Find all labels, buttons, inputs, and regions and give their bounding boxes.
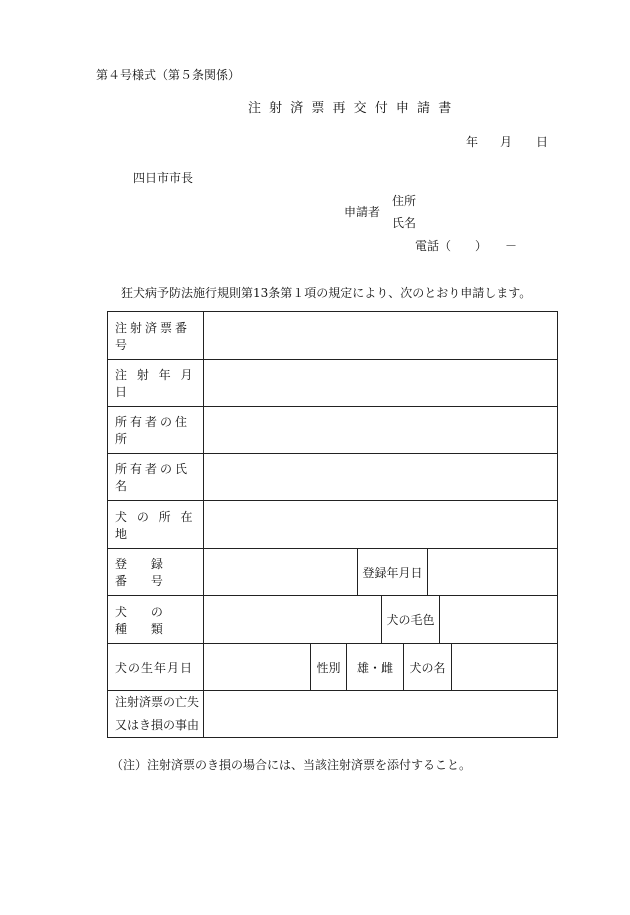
- registration-number-field[interactable]: [204, 549, 357, 595]
- sex-label: 性別: [316, 660, 341, 675]
- sex-options[interactable]: 雄・雌: [356, 660, 393, 675]
- dog-breed-label: 犬 の 種 類: [115, 604, 173, 636]
- table-row: [108, 454, 557, 501]
- dog-location-label: 犬 の 所 在 地: [115, 509, 196, 541]
- table-row: [108, 596, 557, 644]
- loss-reason-label-line1: 注射済票の亡失: [115, 695, 200, 709]
- loss-reason-field[interactable]: [204, 691, 557, 737]
- table-row: [108, 407, 557, 454]
- applicant-phone-label: 電話（ ） －: [415, 239, 518, 253]
- registration-number-label: 登 録 番 号: [115, 557, 173, 588]
- date-month: 月: [500, 135, 513, 149]
- coat-color-field[interactable]: [440, 596, 557, 643]
- table-row: [108, 644, 557, 691]
- applicant-label: 申請者: [344, 205, 381, 219]
- dog-birthdate-field[interactable]: [204, 644, 310, 690]
- application-table: [107, 311, 558, 738]
- dog-breed-field[interactable]: [204, 596, 381, 643]
- registration-date-field[interactable]: [428, 549, 557, 595]
- dog-location-field[interactable]: [204, 501, 557, 548]
- injection-date-label: 注 射 年 月 日: [115, 368, 196, 399]
- date-year: 年: [466, 135, 479, 149]
- page-title: 注 射 済 票 再 交 付 申 請 書: [248, 101, 454, 116]
- table-row: [108, 360, 557, 407]
- form-number: 第４号様式（第５条関係）: [96, 68, 241, 82]
- intro-text: 狂犬病予防法施行規則第13条第１項の規定により、次のとおり申請します。: [121, 286, 532, 300]
- addressee: 四日市市長: [133, 171, 194, 185]
- injection-tag-number-label: 注射済票番号: [115, 320, 191, 352]
- table-row: [108, 549, 557, 596]
- injection-date-field[interactable]: [204, 360, 557, 406]
- dog-name-field[interactable]: [452, 644, 557, 690]
- owner-name-field[interactable]: [204, 454, 557, 500]
- injection-tag-number-field[interactable]: [204, 312, 557, 359]
- owner-address-field[interactable]: [204, 407, 557, 453]
- registration-date-label: 登録年月日: [362, 565, 423, 580]
- coat-color-label: 犬の毛色: [386, 613, 435, 627]
- dog-name-label: 犬の名: [409, 660, 446, 675]
- dog-birthdate-label: 犬の生年月日: [115, 660, 194, 675]
- table-row: [108, 691, 557, 737]
- table-row: [108, 501, 557, 549]
- loss-reason-label-line2: 又はき損の事由: [115, 718, 200, 732]
- owner-address-label: 所有者の住所: [115, 415, 191, 446]
- owner-name-label: 所有者の氏名: [115, 462, 191, 493]
- applicant-address-label: 住所: [392, 194, 417, 208]
- date-day: 日: [536, 135, 549, 149]
- footnote: （注）注射済票のき損の場合には、当該注射済票を添付すること。: [111, 758, 472, 772]
- table-row: [108, 312, 557, 360]
- loss-reason-label: [108, 691, 203, 737]
- applicant-name-label: 氏名: [392, 216, 417, 230]
